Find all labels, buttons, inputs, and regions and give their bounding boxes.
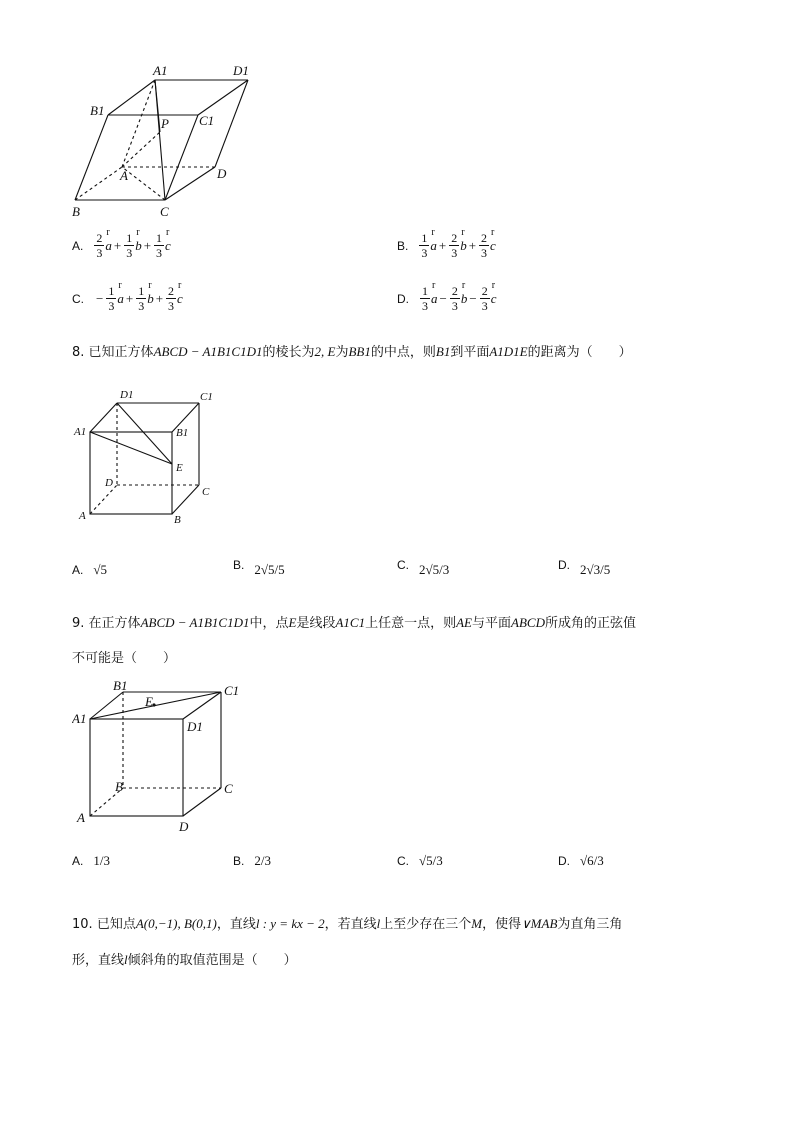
- label-A: A: [79, 510, 86, 522]
- label-D: D: [179, 819, 189, 834]
- question-10: 10. 已知点A(0,−1), B(0,1)，直线l : y = kx − 2，若直线l上至少存在三个M，使得∨MAB为直角三角: [72, 916, 623, 932]
- label-D: D: [217, 166, 227, 181]
- option-value: 2/3: [254, 853, 271, 868]
- label-B: B: [174, 514, 181, 526]
- option-expression: − $\frac{1}{3}$ a r + $\frac{1}{3}$ b r + $\frac{2}{3}$ c r: [96, 279, 183, 313]
- label-D1: D1: [187, 719, 203, 734]
- label-E: E: [145, 694, 153, 709]
- option-label: A.: [72, 854, 84, 868]
- label-B: B: [72, 204, 80, 219]
- label-C1: C1: [199, 113, 215, 128]
- label-C: C: [202, 486, 210, 498]
- question-number: 10.: [72, 917, 93, 932]
- label-D1: D1: [120, 389, 134, 401]
- option-label: D.: [558, 558, 570, 572]
- option-value: 1/3: [93, 853, 110, 868]
- label-C: C: [160, 204, 169, 219]
- q7-option-d[interactable]: [397, 279, 497, 313]
- q8-option-c[interactable]: [397, 552, 449, 578]
- q9-option-a[interactable]: [72, 853, 110, 869]
- q8-option-a[interactable]: [72, 562, 107, 578]
- option-expression: $\frac{2}{3}$ a r + $\frac{1}{3}$ b r + $\frac{1}{3}$ c r: [96, 226, 171, 260]
- label-C: C: [224, 781, 233, 796]
- option-label: B.: [397, 238, 409, 253]
- question-8: 8. 已知正方体ABCD − A1B1C1D1的棱长为2, E为BB1的中点，则B1到平面A1D1E的距离为（ ）: [72, 344, 632, 360]
- option-value: √6/3: [580, 853, 604, 868]
- label-B1: B1: [113, 678, 128, 693]
- q7-option-c[interactable]: [72, 279, 183, 313]
- label-B1: B1: [90, 103, 105, 118]
- label-P: P: [161, 116, 169, 131]
- question-10-line-2: 形，直线l倾斜角的取值范围是（ ）: [72, 952, 297, 968]
- label-C1: C1: [224, 683, 240, 698]
- option-label: C.: [397, 854, 409, 868]
- question-9: 9. 在正方体ABCD − A1B1C1D1中，点E是线段A1C1上任意一点，则AE与平面ABCD所成角的正弦值: [72, 615, 636, 631]
- q8-option-b[interactable]: [233, 552, 285, 578]
- option-value: √5/3: [419, 853, 443, 868]
- option-label: A.: [72, 238, 84, 253]
- option-value: 2√3/5: [580, 562, 611, 577]
- q7-option-b[interactable]: [397, 226, 496, 260]
- label-B1: B1: [176, 427, 189, 439]
- label-A1: A1: [72, 711, 87, 726]
- q9-option-d[interactable]: [558, 853, 604, 869]
- label-A1: A1: [153, 63, 168, 78]
- option-label: C.: [397, 558, 409, 572]
- q9-option-c[interactable]: [397, 853, 443, 869]
- figure-cube-q8: [72, 385, 232, 530]
- question-9-line-2: 不可能是（ ）: [72, 651, 177, 666]
- figure-cube-q9: [72, 678, 247, 836]
- label-E: E: [176, 462, 183, 474]
- q8-option-d[interactable]: [558, 552, 610, 578]
- option-value: 2√5/5: [254, 562, 285, 577]
- label-B: B: [115, 779, 123, 794]
- label-A: A: [77, 810, 85, 825]
- question-number: 8.: [72, 345, 85, 360]
- option-value: 2√5/3: [419, 562, 450, 577]
- figure-parallelepiped: [60, 60, 280, 230]
- q7-option-a[interactable]: [72, 226, 171, 260]
- option-label: B.: [233, 558, 245, 572]
- option-label: C.: [72, 291, 84, 306]
- label-D: D: [105, 477, 113, 489]
- q9-option-b[interactable]: [233, 853, 271, 869]
- option-expression: $\frac{1}{3}$ a r − $\frac{2}{3}$ b r − $\frac{2}{3}$ c r: [422, 279, 497, 313]
- option-label: A.: [72, 563, 84, 577]
- option-label: B.: [233, 854, 245, 868]
- option-label: D.: [397, 291, 409, 306]
- label-A: A: [120, 168, 128, 183]
- option-value: √5: [93, 562, 107, 577]
- option-label: D.: [558, 854, 570, 868]
- question-number: 9.: [72, 616, 85, 631]
- label-A1: A1: [74, 426, 87, 438]
- option-expression: $\frac{1}{3}$ a r + $\frac{2}{3}$ b r + $\frac{2}{3}$ c r: [421, 226, 496, 260]
- label-C1: C1: [200, 391, 213, 403]
- label-D1: D1: [233, 63, 249, 78]
